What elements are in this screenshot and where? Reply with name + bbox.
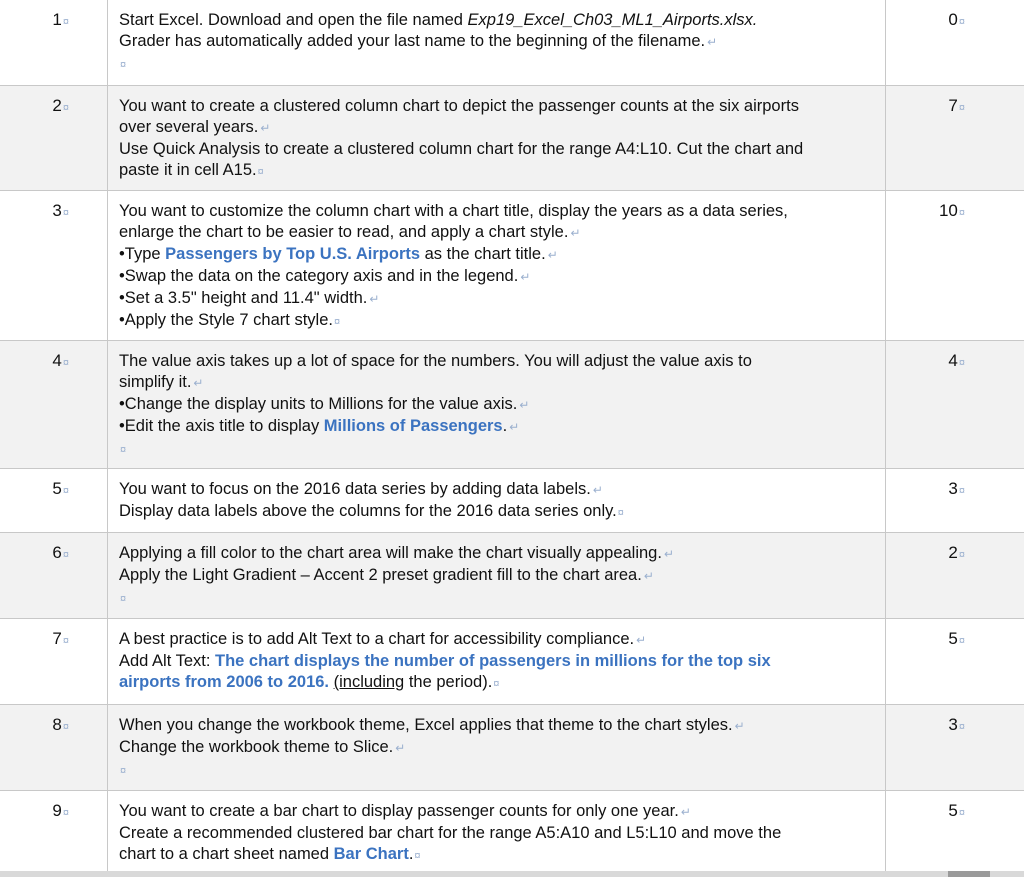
table-row <box>0 190 1024 340</box>
step-description: You want to create a clustered column chart to depict the passenger counts at the six airports over several years. ↵ Use Quick Analysis to create a clustered column chart for the range A4:L10. Cut the chart and paste it in cell A15.¤ <box>119 97 804 179</box>
step-number: 3¤ <box>52 201 69 220</box>
step-points: 5¤ <box>948 801 965 820</box>
step-number: 2¤ <box>52 96 69 115</box>
table-row <box>0 532 1024 618</box>
table-row <box>0 340 1024 468</box>
step-description: Applying a fill color to the chart area will make the chart visually appealing. ↵ Apply the Light Gradient – Accent 2 preset gradient fill to the chart area. ↵ ¤ <box>119 544 675 605</box>
step-description: You want to focus on the 2016 data series by adding data labels. ↵ Display data labels above the columns for the 2016 data series only.¤ <box>119 480 624 520</box>
step-number: 5¤ <box>52 479 69 498</box>
step-number: 7¤ <box>52 629 69 648</box>
horizontal-scrollbar[interactable] <box>0 871 1024 877</box>
step-points: 4¤ <box>948 351 965 370</box>
step-points: 0¤ <box>948 10 965 29</box>
step-points: 7¤ <box>948 96 965 115</box>
step-number: 4¤ <box>52 351 69 370</box>
step-description: You want to create a bar chart to display passenger counts for only one year. ↵ Create a recommended clustered bar chart for the range A5:A10 and L5:L10 and move the chart to a chart sheet named Bar Chart.¤ <box>119 802 782 863</box>
step-points: 10¤ <box>938 201 965 220</box>
step-points: 2¤ <box>948 543 965 562</box>
step-number: 9¤ <box>52 801 69 820</box>
scrollbar-thumb[interactable] <box>948 871 990 877</box>
step-description: A best practice is to add Alt Text to a chart for accessibility compliance. ↵ Add Alt Text: The chart displays the number of passengers in millions for the top six airports from 2006 to 2016. (including the period).¤ <box>119 630 771 691</box>
step-description: The value axis takes up a lot of space for the numbers. You will adjust the value axis to simplify it. ↵ •Change the display units to Millions for the value axis. ↵ •Edit the axis title to display Millions of Passengers. ↵ ¤ <box>119 352 752 456</box>
table-row <box>0 85 1024 190</box>
table-row <box>0 468 1024 532</box>
table-row <box>0 790 1024 871</box>
step-points: 5¤ <box>948 629 965 648</box>
step-description: You want to customize the column chart with a chart title, display the years as a data series, enlarge the chart to be easier to read, and apply a chart style. ↵ •Type Passengers by Top U.S. Airports as the chart title. ↵ •Swap the data on the category axis and in the legend. ↵ •Set a 3.5" height and 11.4" width. ↵ •Apply the Style 7 chart style.¤ <box>119 202 788 329</box>
step-number: 6¤ <box>52 543 69 562</box>
step-points: 3¤ <box>948 479 965 498</box>
table-row <box>0 0 1024 85</box>
step-number: 1¤ <box>52 10 69 29</box>
step-description: When you change the workbook theme, Excel applies that theme to the chart styles. ↵ Change the workbook theme to Slice. ↵ ¤ <box>119 716 745 777</box>
table-row <box>0 618 1024 704</box>
table-row <box>0 704 1024 790</box>
step-points: 3¤ <box>948 715 965 734</box>
step-description: Start Excel. Download and open the file named Exp19_Excel_Ch03_ML1_Airports.xlsx. Grader has automatically added your last name to the beginning of the filename. ↵ ¤ <box>119 11 758 71</box>
step-number: 8¤ <box>52 715 69 734</box>
